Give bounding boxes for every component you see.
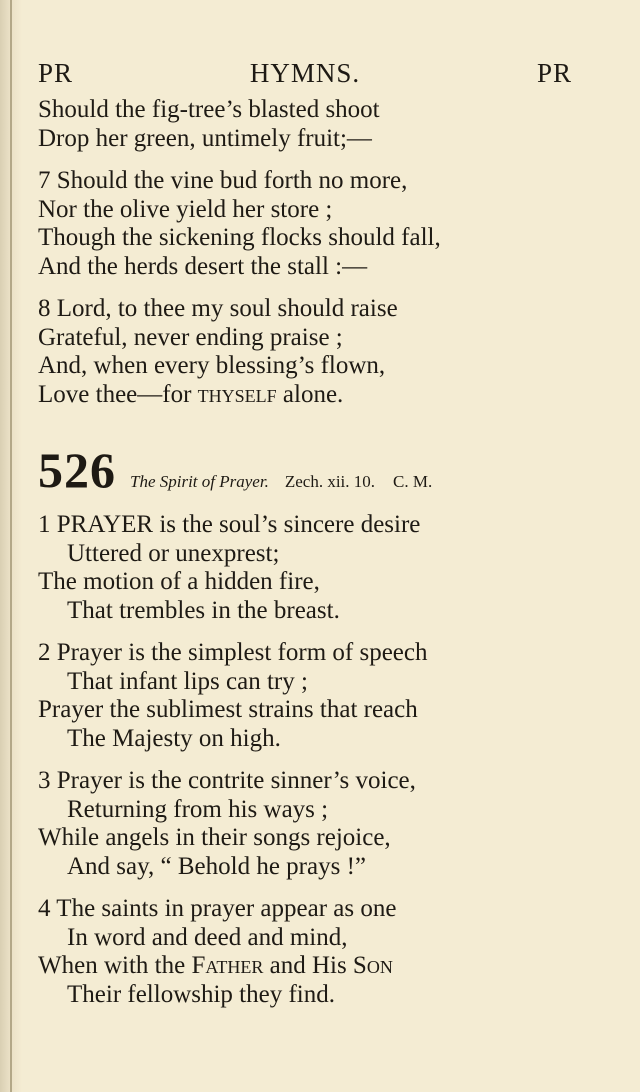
verse-text: Love thee—for — [38, 380, 198, 408]
verse-line: And say, “ Behold he prays !” — [67, 852, 366, 880]
continued-stanza-6 — [38, 96, 572, 153]
verse-line: And the herds desert the stall :— — [38, 252, 368, 280]
continued-stanza-7 — [38, 167, 572, 281]
verse-line: That infant lips can try ; — [67, 667, 308, 695]
verse-line: In word and deed and mind, — [67, 923, 348, 951]
verse-line: 3 Prayer is the contrite sinner’s voice, — [38, 767, 416, 794]
verse-line — [38, 952, 572, 981]
verse-line: Uttered or unexprest; — [67, 539, 280, 567]
verse-text: and His — [263, 952, 353, 979]
verse-line: Prayer the sublimest strains that reach — [38, 696, 418, 723]
verse-line: That trembles in the breast. — [67, 596, 340, 624]
stanza-3 — [38, 767, 572, 881]
verse-small-caps: Father — [191, 952, 264, 979]
continued-stanza-8 — [38, 295, 572, 409]
running-head — [38, 58, 572, 96]
verse-line: Their fellowship they find. — [67, 980, 335, 1008]
stanza-4 — [38, 895, 572, 1009]
verse-line: Grateful, never ending praise ; — [38, 323, 343, 351]
verse-line: 4 The saints in prayer appear as one — [38, 895, 397, 922]
verse-line: 7 Should the vine bud forth no more, — [38, 167, 408, 194]
hymnal-page — [38, 58, 572, 1023]
verse-line: Should the fig-tree’s blasted shoot — [38, 96, 380, 123]
verse-small-caps: Son — [352, 952, 393, 979]
binding-line — [10, 0, 12, 1092]
verse-line: Returning from his ways ; — [67, 795, 329, 823]
hymn-meter: C. M. — [393, 472, 433, 491]
verse-line: Though the sickening flocks should fall, — [38, 224, 441, 251]
verse-line: The Majesty on high. — [67, 724, 281, 752]
verse-line: And, when every blessing’s flown, — [38, 352, 386, 379]
running-head-left: PR — [38, 58, 74, 88]
verse-line: 1 PRAYER is the soul’s sincere desire — [38, 511, 421, 538]
verse-line: 8 Lord, to thee my soul should raise — [38, 295, 398, 322]
verse-line: 2 Prayer is the simplest form of speech — [38, 639, 428, 666]
stanza-2 — [38, 639, 572, 753]
scripture-reference: Zech. xii. 10. — [284, 472, 376, 491]
verse-text: When with the — [38, 952, 192, 979]
hymn-number: 526 — [38, 442, 116, 498]
hymn-heading — [38, 442, 572, 498]
stanza-1 — [38, 511, 572, 625]
verse-small-caps: thyself — [197, 380, 277, 408]
verse-line: Drop her green, untimely fruit;— — [38, 124, 372, 152]
verse-line: Nor the olive yield her store ; — [38, 195, 333, 223]
running-head-right: PR — [536, 58, 572, 88]
running-head-center: HYMNS. — [249, 58, 361, 88]
verse-line — [38, 381, 572, 410]
verse-line: The motion of a hidden fire, — [38, 568, 320, 595]
verse-text: alone. — [276, 380, 344, 408]
verse-line: While angels in their songs rejoice, — [38, 824, 391, 851]
hymn-subject: The Spirit of Prayer. — [130, 472, 269, 491]
